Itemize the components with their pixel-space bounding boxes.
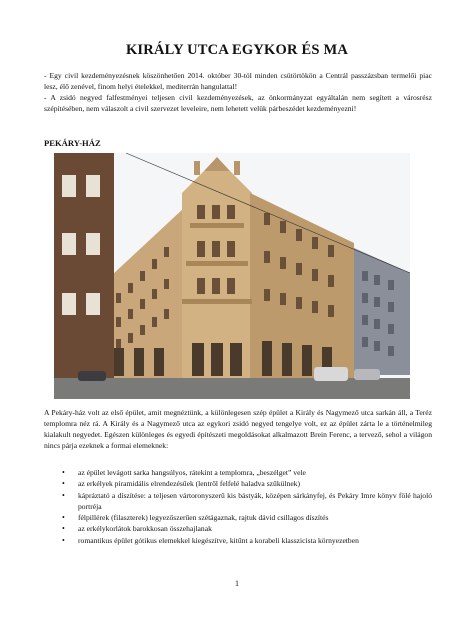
page-number: 1 bbox=[235, 579, 239, 588]
list-item-text: félpillérek (filaszterek) legyezőszerűen szétágaznak, rajtuk dávid csillagos díszítés bbox=[78, 513, 329, 523]
photo-car-3 bbox=[78, 371, 106, 381]
intro-paragraph-1: - Egy civil kezdeményezésnek köszönhetően 2014. október 30-tól minden csütörtökön a Centrál passzázsban termelői piac lesz, élő zenével, finom helyi ételekkel, mediterrán hangulattal! bbox=[44, 71, 432, 91]
list-item-text: kápráztató a díszítése: a teljesen vártoronyszerű kis bástyák, középen sárkányfej, és Pekáry Imre könyv fölé hajoló portréja bbox=[78, 490, 432, 511]
list-item bbox=[44, 512, 432, 523]
bullet-icon: • bbox=[62, 490, 65, 500]
bullet-icon: • bbox=[62, 479, 65, 489]
list-item-text: az erkélyek piramidális elrendezésűek (lentről felfelé haladva szűkülnek) bbox=[78, 479, 301, 489]
body-text bbox=[44, 407, 432, 451]
list-item bbox=[44, 478, 432, 489]
intro-paragraph-2: - A zsidó negyed falfestményei teljesen civil kezdeményezések, az önkormányzat egyáltalán nem segített a városrész szépítésében, nem válaszolt a civil szervezet leveleire, nem lehetett velük párbeszédet kezdeményezni! bbox=[44, 92, 432, 113]
photo-street bbox=[54, 378, 410, 399]
list-item-text: romantikus épület gótikus elemekkel kiegészítve, kitűnt a korabeli klasszicista környezetben bbox=[78, 535, 359, 545]
building-photo-illustration bbox=[54, 153, 410, 399]
photo-car-1 bbox=[314, 367, 348, 381]
section-heading: PEKÁRY-HÁZ bbox=[44, 138, 101, 148]
feature-list bbox=[44, 467, 432, 546]
page-title: KIRÁLY UTCA EGYKOR ÉS MA bbox=[125, 42, 349, 58]
photo-car-2 bbox=[354, 369, 380, 380]
bullet-icon: • bbox=[62, 524, 65, 534]
bullet-icon: • bbox=[62, 468, 65, 477]
list-item bbox=[44, 535, 432, 546]
list-item-text: az erkélykorlátok barokkosan összehajlanak bbox=[78, 524, 212, 534]
bullet-icon: • bbox=[62, 513, 65, 523]
list-item bbox=[44, 490, 432, 513]
building-photo bbox=[54, 153, 410, 399]
list-item-text: az épület levágott sarka hangsúlyos, rátekint a templomra, „beszélget” vele bbox=[78, 468, 306, 477]
list-item bbox=[44, 467, 432, 478]
bullet-icon: • bbox=[62, 535, 65, 545]
list-item bbox=[44, 523, 432, 534]
body-paragraph: A Pekáry-ház volt az első épület, amit megnéztünk, a különlegesen szép épület a Király és Nagymező utca sarkán áll, a Teréz templomra néz rá. A Király és a Nagymező utca az egykori zsidó negyed tengelye volt, ez az épület zárta le a történelmileg kialakult negyedet. Egészen különleges és egyedi építészeti megoldásokat alkalmazott Brein Ferenc, a tervező, sehol a világon nincs párja ezeknek a formai elemeknek: bbox=[44, 408, 432, 450]
intro-text bbox=[44, 71, 432, 115]
